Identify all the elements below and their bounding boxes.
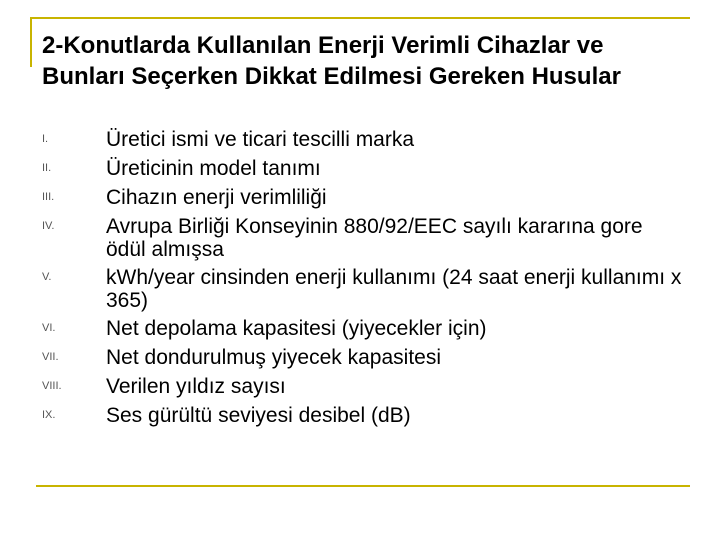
item-text: Üretici ismi ve ticari tescilli marka [106,128,415,151]
item-number: IV. [42,220,55,232]
item-number: V. [42,271,52,283]
item-number: VI. [42,322,56,334]
item-number: VII. [42,351,59,363]
item-text: Avrupa Birliği Konseyinin 880/92/EEC sayılı kararına gore ödül almışsa [106,215,643,261]
list-item [42,399,682,428]
item-text: Net dondurulmuş yiyecek kapasitesi [106,346,441,369]
item-list [42,123,682,428]
list-item [42,210,682,261]
item-number: I. [42,133,49,145]
item-text: kWh/year cinsinden enerji kullanımı (24 saat enerji kullanımı x 365) [106,266,682,312]
item-number: VIII. [42,380,62,392]
item-text: Ses gürültü seviyesi desibel (dB) [106,404,411,427]
left-rule [30,17,32,67]
list-item [42,312,682,341]
list-item [42,123,682,152]
item-number: II. [42,162,52,174]
list-item [42,152,682,181]
top-rule [30,17,690,19]
item-text: Net depolama kapasitesi (yiyecekler için) [106,317,487,340]
bottom-rule [36,485,690,487]
list-item [42,370,682,399]
item-text: Cihazın enerji verimliliği [106,186,327,209]
item-text: Verilen yıldız sayısı [106,375,286,398]
item-number: IX. [42,409,56,421]
item-text: Üreticinin model tanımı [106,157,321,180]
slide-title: 2-Konutlarda Kullanılan Enerji Verimli Cihazlar ve Bunları Seçerken Dikkat Edilmesi Gereken Husular [42,32,621,90]
item-number: III. [42,191,55,203]
list-item [42,261,682,312]
list-item [42,181,682,210]
list-item [42,341,682,370]
